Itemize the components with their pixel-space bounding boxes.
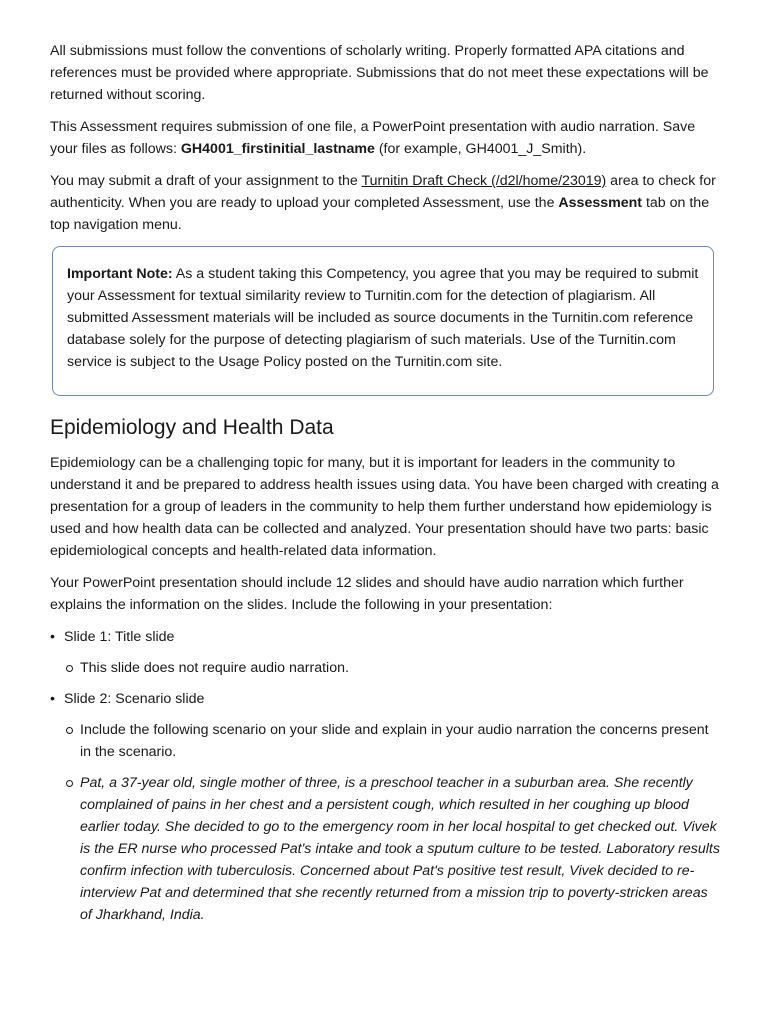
slide-1-note: This slide does not require audio narration. — [64, 657, 720, 679]
section-paragraph-slides: Your PowerPoint presentation should include 12 slides and should have audio narration which further explains the information on the slides. Include the following in your presentation: — [50, 575, 684, 613]
important-note-box — [52, 246, 714, 396]
slide-2-label: Slide 2: Scenario slide — [64, 691, 205, 707]
file-name-format: GH4001_firstinitial_lastname — [180, 141, 375, 157]
file-naming-example: (for example, GH4001_J_Smith). — [374, 141, 587, 157]
section-paragraph-intro: Epidemiology can be a challenging topic for many, but it is important for leaders in the community to understand it and be prepared to address health issues using data. You have been charged with creating a presentation for a group of leaders in the community to help them further understand how epidemiology is used and how health data can be collected and analyzed. Your presentation should have two parts: basic epidemiological concepts and health-related data information. — [50, 455, 719, 559]
turnitin-text-end: tab on the top navigation menu. — [50, 195, 710, 233]
list-item-slide-2 — [50, 688, 720, 926]
intro-paragraph-file-naming — [50, 116, 720, 160]
slide-list — [50, 626, 720, 926]
intro-paragraph-scholarly: All submissions must follow the conventions of scholarly writing. Properly formatted APA citations and references must be provided where appropriate. Submissions that do not meet these expectations will be returned without scoring. — [50, 43, 709, 103]
intro-paragraph-turnitin — [50, 170, 720, 236]
slide-1-label: Slide 1: Title slide — [64, 629, 175, 645]
important-note-label: Important Note: — [67, 266, 173, 282]
important-note-body: As a student taking this Competency, you agree that you may be required to submit your Assessment for textual similarity review to Turnitin.com for the detection of plagiarism. All submitted Assessment materials will be included as source documents in the Turnitin.com reference database solely for the purpose of detecting plagiarism of such materials. Use of the Turnitin.com service is subject to the Usage Policy posted on the Turnitin.com site. — [67, 266, 699, 370]
slide-2-sublist — [64, 719, 720, 926]
turnitin-draft-check-link[interactable]: Turnitin Draft Check (/d2l/home/23019) — [361, 173, 607, 189]
section-heading: Epidemiology and Health Data — [50, 416, 334, 439]
slide-2-scenario: Pat, a 37-year old, single mother of three, is a preschool teacher in a suburban area. She recently complained of pains in her chest and a persistent cough, which resulted in her coughing up blood earlier today. She decided to go to the emergency room in her local hospital to get checked out. Vivek is the ER nurse who processed Pat's intake and took a sputum culture to be tested. Laboratory results confirm infection with tuberculosis. Concerned about Pat's positive test result, Vivek decided to re-interview Pat and determined that she recently returned from a mission trip to poverty-stricken areas of Jharkhand, India. — [64, 772, 720, 926]
turnitin-text-middle: area to check for authenticity. When you are ready to upload your completed Assessment, use the — [50, 173, 716, 211]
slide-1-sublist — [64, 657, 720, 679]
file-naming-text: This Assessment requires submission of one file, a PowerPoint presentation with audio narration. Save your files as follows: — [50, 119, 696, 157]
turnitin-text-start: You may submit a draft of your assignment to the — [50, 173, 362, 189]
assessment-tab-reference: Assessment — [558, 195, 643, 211]
slide-2-instruction: Include the following scenario on your slide and explain in your audio narration the concerns present in the scenario. — [64, 719, 720, 763]
list-item-slide-1 — [50, 626, 720, 679]
important-note-text — [67, 263, 699, 373]
